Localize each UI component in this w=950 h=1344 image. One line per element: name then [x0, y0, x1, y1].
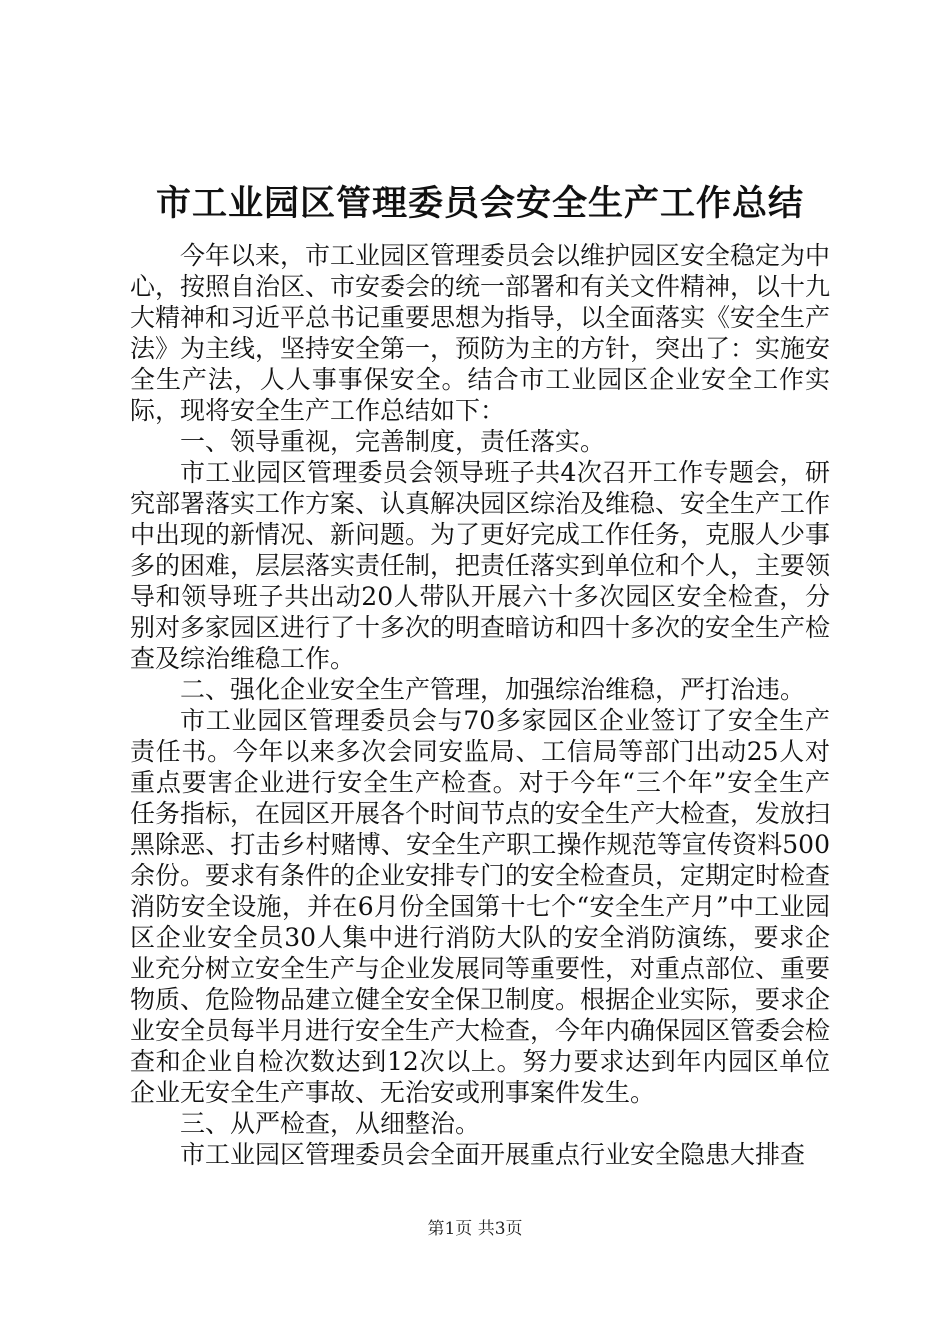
page-indicator: 第1页 共3页 — [427, 1219, 523, 1239]
section-1-paragraph: 市工业园区管理委员会领导班子共4次召开工作专题会，研究部署落实工作方案、认真解决园区综治及维稳、安全生产工作中出现的新情况、新问题。为了更好完成工作任务，克服人少事多的困难，层层落实责任制，把责任落实到单位和个人，主要领导和领导班子共出动20人带队开展六十多次园区安全检查，分别对多家园区进行了十多次的明查暗访和四十多次的安全生产检查及综治维稳工作。 — [130, 458, 831, 673]
section-heading-2: 二、强化企业安全生产管理，加强综治维稳，严打治违。 — [180, 675, 806, 704]
intro-paragraph: 今年以来，市工业园区管理委员会以维护园区安全稳定为中心，按照自治区、市安委会的统一部署和有关文件精神，以十九大精神和习近平总书记重要思想为指导，以全面落实《安全生产法》为主线，坚持安全第一，预防为主的方针，突出了：实施安全生产法，人人事事保安全。结合市工业园区企业安全工作实际，现将安全生产工作总结如下： — [130, 241, 831, 425]
document-body — [130, 240, 830, 1170]
document-title: 市工业园区管理委员会安全生产工作总结 — [155, 183, 804, 224]
section-2-paragraph: 市工业园区管理委员会与70多家园区企业签订了安全生产责任书。今年以来多次会同安监局、工信局等部门出动25人对重点要害企业进行安全生产检查。对于今年“三个年”安全生产任务指标，在园区开展各个时间节点的安全生产大检查，发放扫黑除恶、打击乡村赌博、安全生产职工操作规范等宣传资料500余份。要求有条件的企业安排专门的安全检查员，定期定时检查消防安全设施，并在6月份全国第十七个“安全生产月”中工业园区企业安全员30人集中进行消防大队的安全消防演练，要求企业充分树立安全生产与企业发展同等重要性，对重点部位、重要物质、危险物品建立健全安全保卫制度。根据企业实际，要求企业安全员每半月进行安全生产大检查，今年内确保园区管委会检查和企业自检次数达到12次以上。努力要求达到年内园区单位企业无安全生产事故、无治安或刑事案件发生。 — [130, 706, 831, 1107]
page-footer — [0, 1218, 950, 1240]
section-heading-1: 一、领导重视，完善制度，责任落实。 — [180, 427, 606, 456]
section-3-paragraph: 市工业园区管理委员会全面开展重点行业安全隐患大排查 — [180, 1140, 806, 1169]
document-page — [130, 180, 830, 1170]
section-heading-3: 三、从严检查，从细整治。 — [180, 1109, 481, 1138]
